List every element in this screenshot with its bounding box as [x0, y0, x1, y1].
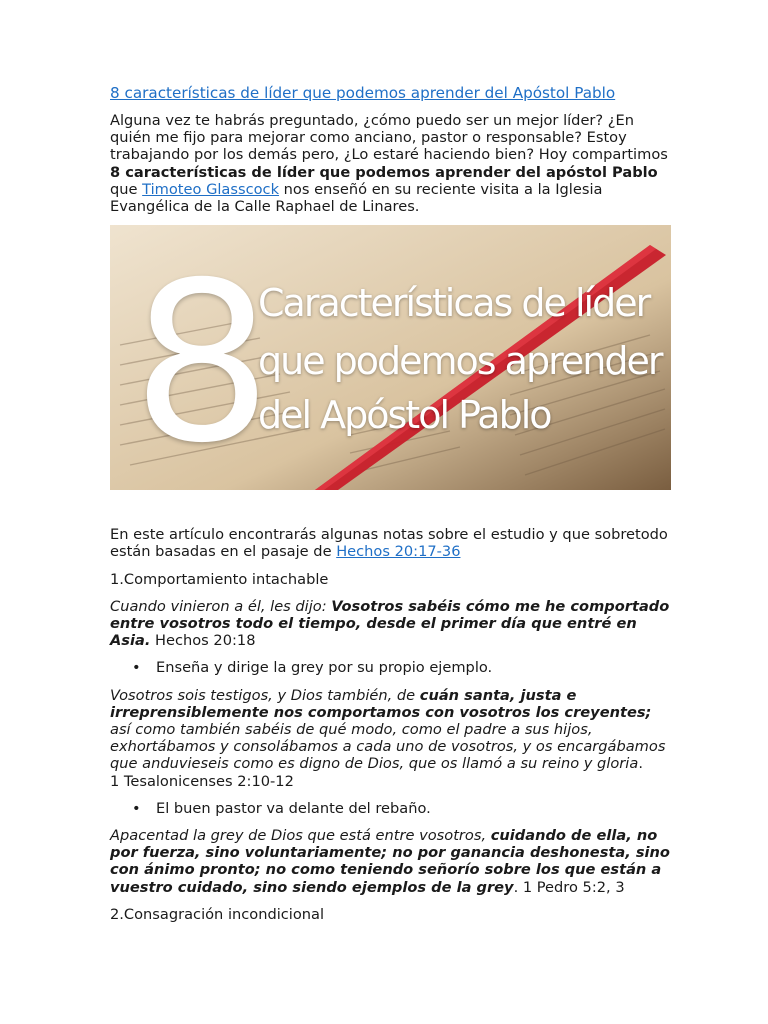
article-title-link[interactable]: 8 características de líder que podemos aprender del Apóstol Pablo — [110, 84, 616, 102]
quote-1-ref: Hechos 20:18 — [150, 632, 256, 650]
timoteo-link[interactable]: Timoteo Glasscock — [142, 180, 280, 198]
list-item — [132, 659, 670, 677]
quote-pedro — [110, 827, 670, 896]
hechos-link[interactable]: Hechos 20:17-36 — [336, 543, 461, 561]
section-2-heading: 2.Consagración incondicional — [110, 905, 325, 923]
banner-line-2: que podemos aprender — [258, 339, 662, 384]
bullet-glyph: • — [132, 799, 141, 817]
intro-rest: nos enseñó en su reciente visita a la Iglesia Evangélica de la Calle Raphael de Linares. — [110, 180, 603, 216]
quote-2-period: . — [638, 755, 643, 773]
intro-que: que — [110, 180, 138, 198]
document-page — [110, 84, 670, 933]
quote-3-ref: . 1 Pedro 5:2, 3 — [513, 878, 625, 896]
article-banner-image — [110, 225, 671, 490]
banner-line-1: Características de líder — [258, 281, 650, 326]
intro-paragraph — [110, 112, 670, 215]
bullet-1-text: Enseña y dirige la grey por su propio ejemplo. — [156, 659, 493, 677]
bullet-list-2 — [110, 800, 670, 817]
bullet-glyph: • — [132, 659, 141, 677]
quote-2-lead: Vosotros sois testigos, y Dios también, de — [110, 686, 420, 704]
intro-text: Alguna vez te habrás preguntado, ¿cómo puedo ser un mejor líder? ¿En quién me fijo para mejorar como anciano, pastor o responsable? Estoy trabajando por los demás pero, ¿Lo estaré haciendo bien? Hoy compartimos — [110, 112, 668, 164]
bullet-2-text: El buen pastor va delante del rebaño. — [156, 799, 431, 817]
quote-2-bold: cuán santa, justa e irreprensiblemente nos comportamos con vosotros los creyentes; — [110, 686, 652, 721]
quote-3-bold: cuidando de ella, no por fuerza, sino voluntariamente; no por ganancia deshonesta, sino con ánimo pronto; no como teniendo señorío sobre los que están a vuestro cuidado, sino siendo ejemplos de la grey — [110, 827, 670, 896]
quote-2-rest: así como también sabéis de qué modo, como el padre a sus hijos, exhortábamos y consolábamos a cada uno de vosotros, y os encargábamos que anduvieseis como es digno de Dios, que os llamó a su reino y gloria — [110, 721, 666, 773]
quote-tesalonicenses — [110, 687, 670, 790]
quote-3-lead: Apacentad la grey de Dios que está entre vosotros, — [110, 827, 491, 845]
banner-line-3: del Apóstol Pablo — [258, 393, 551, 438]
banner-number-8: 8 — [132, 235, 266, 491]
quote-1-bold: Vosotros sabéis cómo me he comportado entre vosotros todo el tiempo, desde el primer día que entré en Asia. — [110, 597, 670, 650]
quote-1-lead: Cuando vinieron a él, les dijo: — [110, 597, 332, 615]
article-intro-paragraph — [110, 526, 670, 560]
intro-bold-text: 8 características de líder que podemos aprender del apóstol Pablo — [110, 163, 658, 181]
quote-hechos — [110, 598, 670, 650]
list-item — [132, 799, 670, 817]
section-1-heading: 1.Comportamiento intachable — [110, 570, 329, 588]
bullet-list-1 — [110, 659, 670, 676]
article-intro-text: En este artículo encontrarás algunas notas sobre el estudio y que sobretodo están basadas en el pasaje de — [110, 526, 668, 561]
quote-2-ref: 1 Tesalonicenses 2:10-12 — [110, 772, 294, 790]
